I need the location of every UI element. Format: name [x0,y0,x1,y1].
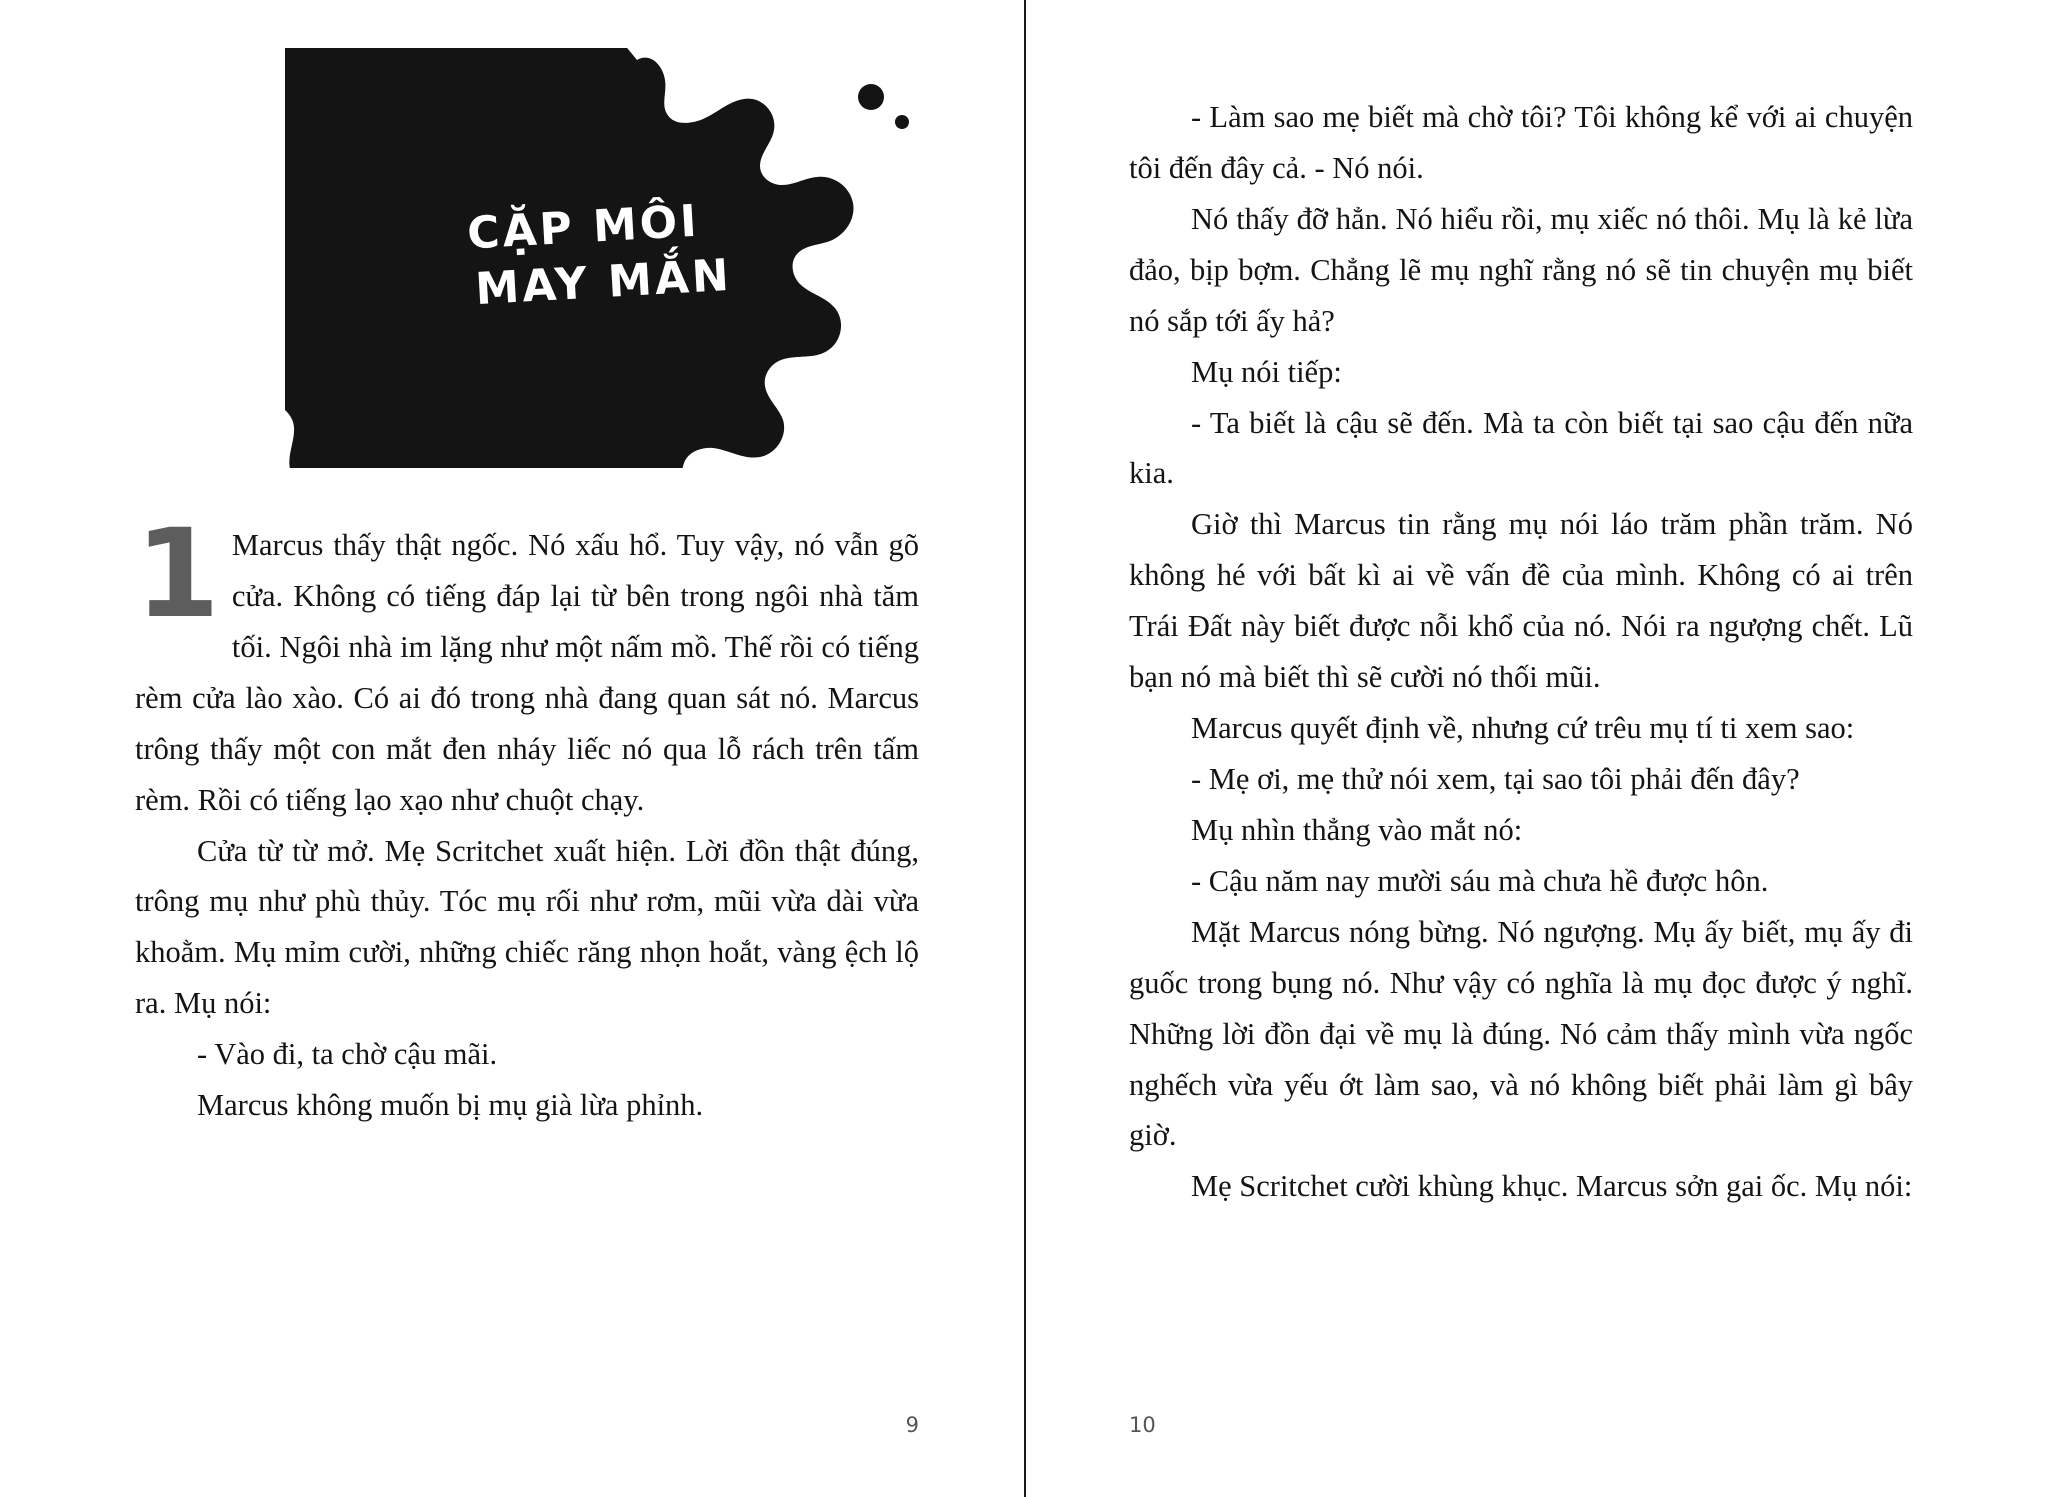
paragraph: - Cậu năm nay mười sáu mà chưa hề được hôn. [1191,863,1769,898]
paragraph: Mặt Marcus nóng bừng. Nó ngượng. Mụ ấy biết, mụ ấy đi guốc trong bụng nó. Như vậy có nghĩa là mụ đọc được ý nghĩ. Những lời đồn đại về mụ là đúng. Nó cảm thấy mình vừa ngốc nghếch vừa yếu ớt làm sao, và nó không biết phải làm gì bây giờ. [1129,914,1913,1153]
paragraph: Nó thấy đỡ hẳn. Nó hiểu rồi, mụ xiếc nó thôi. Mụ là kẻ lừa đảo, bịp bợm. Chẳng lẽ mụ nghĩ rằng nó sẽ tin chuyện mụ biết nó sắp tới ấy hả? [1129,201,1913,338]
right-page [1024,0,2048,1497]
paragraph: Marcus quyết định về, nhưng cứ trêu mụ tí ti xem sao: [1191,711,1855,746]
paragraph: - Ta biết là cậu sẽ đến. Mà ta còn biết tại sao cậu đến nữa kia. [1129,405,1913,491]
paragraph: Marcus không muốn bị mụ già lừa phỉnh. [197,1088,704,1123]
right-page-body [1129,0,1913,1212]
paragraph: - Mẹ ơi, mẹ thử nói xem, tại sao tôi phải đến đây? [1191,761,1800,796]
chapter-title-line2: MAY MẮN [474,250,733,316]
page-number-left: 9 [905,1413,919,1437]
paragraph-text: Marcus thấy thật ngốc. Nó xấu hổ. Tuy vậy, nó vẫn gõ cửa. Không có tiếng đáp lại từ bên trong ngôi nhà tăm tối. Ngôi nhà im lặng như một nấm mồ. Thế rồi có tiếng rèm cửa lào xào. Có ai đó trong nhà đang quan sát nó. Marcus trông thấy một con mắt đen nháy liếc nó qua lỗ rách trên tấm rèm. Rồi có tiếng lạo xạo như chuột chạy. [135,528,919,817]
paragraph: Mụ nói tiếp: [1191,354,1342,389]
page-number-right: 10 [1129,1413,1156,1437]
paragraph: - Làm sao mẹ biết mà chờ tôi? Tôi không kể với ai chuyện tôi đến đây cả. - Nó nói. [1129,100,1913,185]
drop-cap: 1 [135,503,218,645]
ink-splat-icon [285,48,985,468]
paragraph: Mụ nhìn thẳng vào mắt nó: [1191,812,1523,847]
paragraph: Mẹ Scritchet cười khùng khục. Marcus sởn gai ốc. Mụ nói: [1191,1169,1913,1204]
paragraph: - Vào đi, ta chờ cậu mãi. [197,1037,498,1072]
paragraph [135,503,919,826]
chapter-heading [135,0,919,510]
paragraph: Cửa từ từ mở. Mẹ Scritchet xuất hiện. Lời đồn thật đúng, trông mụ như phù thủy. Tóc mụ rối như rơm, mũi vừa dài vừa khoằm. Mụ mỉm cười, những chiếc răng nhọn hoắt, vàng ệch lộ ra. Mụ nói: [135,833,919,1021]
left-page-body [135,503,919,1131]
chapter-title-line1: CẶP MÔI [465,195,701,260]
paragraph: Giờ thì Marcus tin rằng mụ nói láo trăm phần trăm. Nó không hé với bất kì ai về vấn đề của mình. Không có ai trên Trái Đất này biết được nỗi khổ của nó. Nói ra ngượng chết. Lũ bạn nó mà biết thì sẽ cười nó thối mũi. [1129,507,1913,695]
